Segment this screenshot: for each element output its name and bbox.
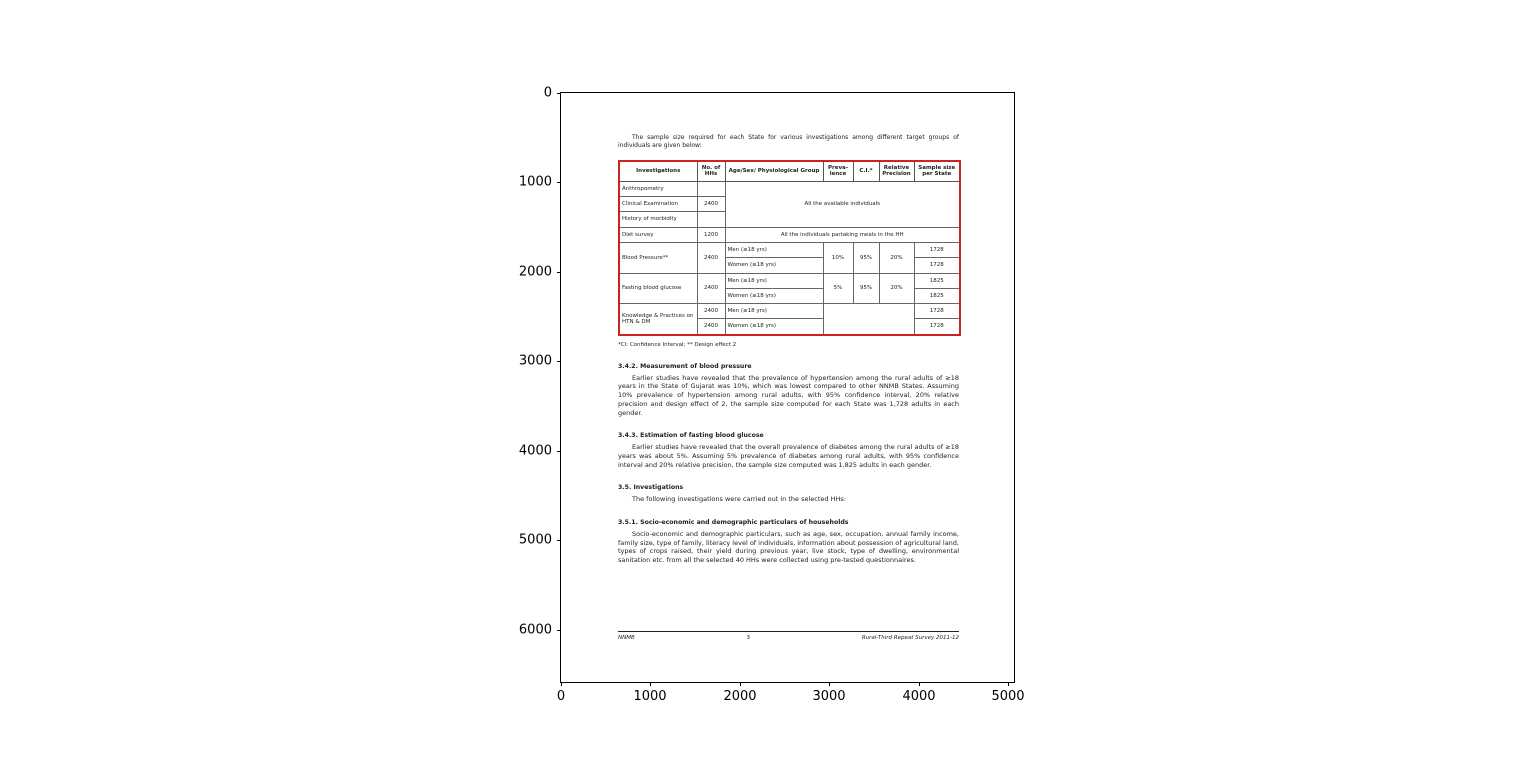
- y-tick-label: 5000: [518, 532, 552, 548]
- table-cell: 1728: [914, 304, 960, 319]
- table-footnote: *CI: Confidence Interval; ** Design effect 2: [618, 341, 737, 348]
- y-tick-label: 3000: [518, 353, 552, 369]
- y-tick-mark: [557, 361, 561, 362]
- table-row: [619, 242, 960, 257]
- table-cell: Women (≥18 yrs): [725, 319, 823, 335]
- section-body-3-5: The following investigations were carried out in the selected HHs:: [632, 495, 846, 504]
- table-row: [619, 181, 960, 196]
- document-page: [618, 134, 959, 684]
- y-tick-label: 2000: [518, 264, 552, 280]
- footer-right: Rural-Third Repeat Survey 2011-12: [861, 635, 959, 641]
- table-cell: History of morbidity: [619, 212, 697, 227]
- table-cell: Men (≥18 yrs): [725, 304, 823, 319]
- y-tick-mark: [557, 451, 561, 452]
- page-footer: [618, 631, 959, 641]
- table-cell: 1825: [914, 288, 960, 303]
- table-cell: [697, 212, 725, 227]
- table-cell: 2400: [697, 273, 725, 304]
- table-row: [619, 227, 960, 242]
- table-header-cell: Investigations: [619, 161, 697, 181]
- table-cell: Anthropometry: [619, 181, 697, 196]
- table-cell: 10%: [823, 242, 853, 273]
- x-tick-label: 3000: [812, 689, 846, 704]
- table-header-cell: No. of HHs: [697, 161, 725, 181]
- table-cell: Women (≥18 yrs): [725, 288, 823, 303]
- table-cell: Knowledge & Practices on HTN & DM: [619, 304, 697, 335]
- x-tick-mark: [561, 682, 562, 686]
- table-cell: Clinical Examination: [619, 197, 697, 212]
- table-cell: 20%: [879, 242, 914, 273]
- table-cell: 1200: [697, 227, 725, 242]
- table-cell: 2400: [697, 304, 725, 319]
- table-header-row: [619, 161, 960, 181]
- y-tick-mark: [557, 630, 561, 631]
- x-tick-mark: [1008, 682, 1009, 686]
- intro-paragraph: The sample size required for each State for various investigations among different target groups of individuals are given below:: [618, 134, 959, 149]
- table-cell: All the available individuals: [725, 181, 960, 227]
- table-header-cell: Age/Sex/ Physiological Group: [725, 161, 823, 181]
- table-cell: 20%: [879, 273, 914, 304]
- y-tick-label: 4000: [518, 443, 552, 459]
- section-heading-3-4-3: 3.4.3. Estimation of fasting blood glucose: [618, 432, 764, 440]
- x-tick-label: 1000: [633, 689, 667, 704]
- table-cell: 2400: [697, 242, 725, 273]
- section-heading-3-4-2: 3.4.2. Measurement of blood pressure: [618, 362, 752, 370]
- table-cell: 1728: [914, 258, 960, 273]
- table-cell: Men (≥18 yrs): [725, 242, 823, 257]
- table-header-cell: Sample size per State: [914, 161, 960, 181]
- table-cell: [823, 304, 914, 335]
- footer-left: NNMB: [618, 635, 635, 641]
- plot-axes: [518, 85, 1025, 704]
- table-cell: All the individuals partaking meals in the HH: [725, 227, 960, 242]
- footer-page-number: 3: [746, 635, 751, 641]
- section-body-3-4-2: Earlier studies have revealed that the prevalence of hypertension among the rural adults of ≥18 years in the State of Gujarat was 10%, which was lowest compared to other NNMB States. Assuming 10% prevalence of hypertension among rural adults, with 95% confidence interval, 20% relative precision and design effect of 2, the sample size computed for each State was 1,728 adults in each gender.: [618, 373, 959, 417]
- table-header-cell: Preva- lence: [823, 161, 853, 181]
- y-tick-mark: [557, 93, 561, 94]
- sample-size-table: [618, 160, 961, 336]
- table-cell: Diet survey: [619, 227, 697, 242]
- table-row: [619, 304, 960, 319]
- section-heading-3-5: 3.5. Investigations: [618, 484, 684, 492]
- table-cell: Fasting blood glucose: [619, 273, 697, 304]
- table-cell: [697, 181, 725, 196]
- table-row: [619, 273, 960, 288]
- table-cell: 1728: [914, 319, 960, 335]
- table-cell: 1728: [914, 242, 960, 257]
- section-body-3-4-3: Earlier studies have revealed that the overall prevalence of diabetes among the rural adults of ≥18 years was about 5%. Assuming 5% prevalence of diabetes among rural adults, with 95% confidence interval and 20% relative precision, the sample size computed was 1,825 adults in each gender.: [618, 443, 959, 469]
- table-cell: 2400: [697, 197, 725, 212]
- x-tick-label: 0: [556, 689, 566, 704]
- table-cell: 95%: [853, 242, 879, 273]
- section-heading-3-5-1: 3.5.1. Socio-economic and demographic particulars of households: [618, 519, 849, 527]
- y-tick-mark: [557, 182, 561, 183]
- table-cell: 1825: [914, 273, 960, 288]
- table-cell: 2400: [697, 319, 725, 335]
- x-tick-label: 5000: [991, 689, 1025, 704]
- table-header-cell: C.I.*: [853, 161, 879, 181]
- y-tick-mark: [557, 540, 561, 541]
- y-tick-mark: [557, 272, 561, 273]
- y-tick-label: 6000: [518, 622, 552, 638]
- y-tick-label: 0: [543, 85, 552, 101]
- table-cell: 95%: [853, 273, 879, 304]
- x-tick-label: 2000: [723, 689, 757, 704]
- table-cell: Women (≥18 yrs): [725, 258, 823, 273]
- x-tick-label: 4000: [902, 689, 936, 704]
- y-tick-label: 1000: [518, 174, 552, 190]
- table-header-cell: Relative Precision: [879, 161, 914, 181]
- section-body-3-5-1: Socio-economic and demographic particulars, such as age, sex, occupation, annual family income, family size, type of family, literacy level of individuals, information about possession of agricultural land, types of crops raised, their yield during previous year, live stock, type of dwelling, environmental sanitation etc. from all the selected 40 HHs were collected using pre-tested questionnaires.: [618, 530, 959, 565]
- table-cell: 5%: [823, 273, 853, 304]
- table-cell: Men (≥18 yrs): [725, 273, 823, 288]
- table-cell: Blood Pressure**: [619, 242, 697, 273]
